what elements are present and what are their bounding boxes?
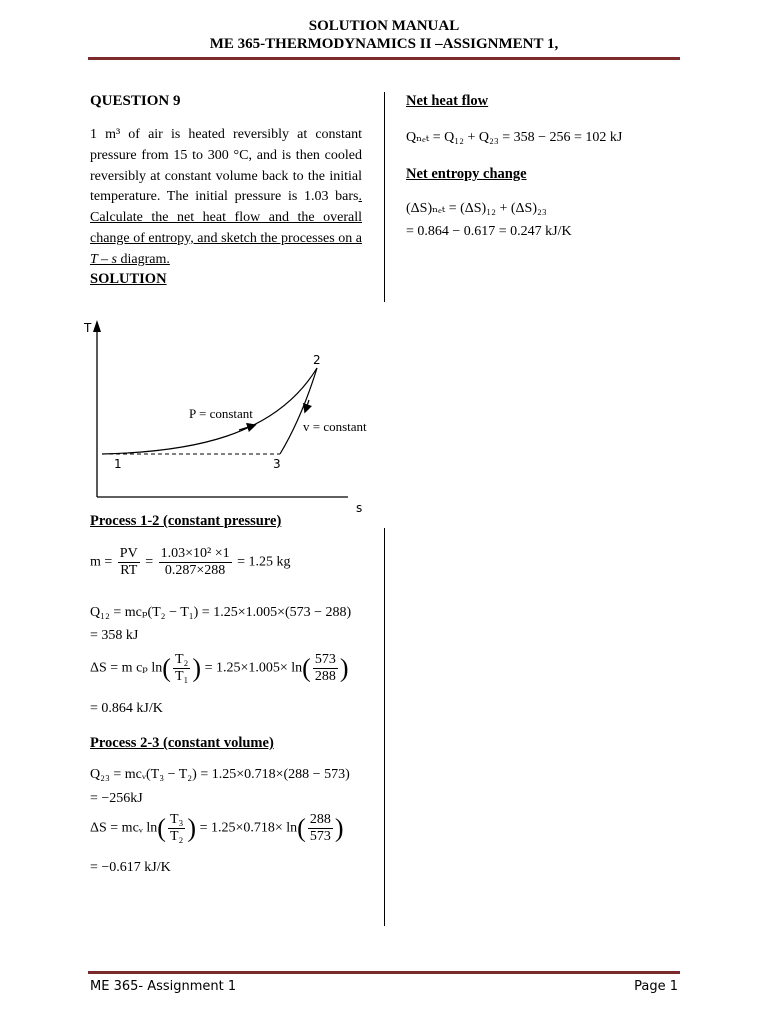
solution-heading: SOLUTION (90, 271, 167, 287)
p-constant-label: P = constant (189, 406, 253, 421)
mass-f1-den: RT (120, 563, 138, 578)
t-axis-arrow (93, 320, 101, 332)
net-entropy-equation: (ΔS)ₙₑₜ = (ΔS)₁₂ + (ΔS)₂₃ (406, 201, 547, 216)
net-heat-equation: Qₙₑₜ = Q₁₂ + Q₂₃ = 358 − 256 = 102 kJ (406, 130, 623, 145)
process12-heading: Process 1-2 (constant pressure) (90, 513, 282, 529)
arrow-2-3 (306, 400, 309, 409)
ts-diagram (80, 312, 385, 522)
ds12-f2-num: 573 (314, 652, 336, 667)
ds23-frac-1 (168, 812, 185, 845)
header-title: SOLUTION MANUAL (308, 18, 460, 34)
ts-label: T – s (90, 251, 117, 267)
header-rule (88, 57, 680, 60)
q12-equation: Q₁₂ = mcₚ(T₂ − T₁) = 1.25×1.005×(573 − 288) (90, 605, 352, 620)
point-1-label: 1 (114, 457, 122, 471)
question-text (90, 125, 362, 271)
ds12-lhs: ΔS = m cₚ ln (90, 660, 163, 676)
ds12-frac-2 (313, 652, 338, 685)
question-title: QUESTION 9 (90, 93, 181, 109)
constant-volume-curve (280, 368, 317, 454)
net-heat-heading: Net heat flow (406, 93, 489, 109)
process23-heading: Process 2-3 (constant volume) (90, 735, 274, 751)
q23-equation: Q₂₃ = mcᵥ(T₃ − T₂) = 1.25×0.718×(288 − 573) (90, 767, 350, 782)
question-text-main: 1 m³ of air is heated reversibly at constant pressure from 15 to 300 °C, and is then cooled reversibly at constant volume back to the initial temperature. The initial pressure is 1.03 bars (90, 127, 362, 205)
s-axis-label: s (356, 501, 363, 515)
mass-f1-num: PV (119, 546, 138, 561)
ds23-equation: ΔS = mcᵥ ln( $\frac{\text{T₃}}{\text{T₂}}$ ) = 1.25×0.718× ln( $\frac{288}{573}$ ) (90, 812, 344, 844)
ds23-f2-num: 288 (309, 812, 331, 827)
ds23-f1-den: T₂ (169, 829, 184, 844)
point-2-label: 2 (313, 353, 321, 367)
t-axis-label: T (84, 321, 92, 335)
question-text-end: diagram. (116, 251, 170, 267)
ds23-mid: = 1.25×0.718× ln (199, 820, 298, 836)
ds23-f2-den: 573 (309, 829, 331, 844)
point-3-label: 3 (273, 457, 281, 471)
footer-page: Page 1 (634, 979, 678, 994)
ds12-equation: ΔS = m cₚ ln( $\frac{\text{T₂}}{\text{T₁}}$ ) = 1.25×1.005× ln( $\frac{573}{288}$ ) (90, 652, 349, 684)
ds12-f1-num: T₂ (174, 652, 189, 667)
ds23-frac-2 (308, 812, 333, 845)
q12-result: = 358 kJ (90, 628, 139, 643)
ds12-result: = 0.864 kJ/K (90, 701, 163, 716)
ds12-mid: = 1.25×1.005× ln (204, 660, 303, 676)
v-constant-label: v = constant (303, 419, 367, 434)
ds12-frac-1 (173, 652, 190, 685)
mass-frac-2 (159, 546, 232, 579)
column-divider-bottom (384, 528, 385, 926)
mass-f2-den: 0.287×288 (164, 563, 226, 578)
net-entropy-heading: Net entropy change (406, 166, 527, 182)
mass-result: = 1.25 kg (237, 554, 291, 570)
footer-rule (88, 971, 680, 974)
net-entropy-result: = 0.864 − 0.617 = 0.247 kJ/K (406, 224, 572, 239)
q23-result: = −256kJ (90, 791, 143, 806)
mass-f2-num: 1.03×10² ×1 (160, 546, 230, 561)
header-subtitle: ME 365-THERMODYNAMICS II –ASSIGNMENT 1, (209, 36, 559, 52)
ds23-lhs: ΔS = mcᵥ ln (90, 820, 158, 836)
ds12-f1-den: T₁ (174, 669, 189, 684)
footer-left: ME 365- Assignment 1 (90, 979, 237, 994)
ds12-f2-den: 288 (314, 669, 336, 684)
ds23-f1-num: T₃ (169, 812, 184, 827)
ds23-result: = −0.617 kJ/K (90, 860, 171, 875)
mass-lhs: m = (90, 554, 113, 570)
mass-equation: m = $\frac{PV}{RT}$ = $\frac{\text{1.03×10² ×1}}{0.287\times 288}$ = 1.25 kg (90, 546, 291, 578)
question-text-underlined: . Calculate the net heat flow and the overall change of entropy, and sketch the processes on a (90, 189, 362, 246)
column-divider-top (384, 92, 385, 302)
mass-frac-1 (118, 546, 140, 579)
